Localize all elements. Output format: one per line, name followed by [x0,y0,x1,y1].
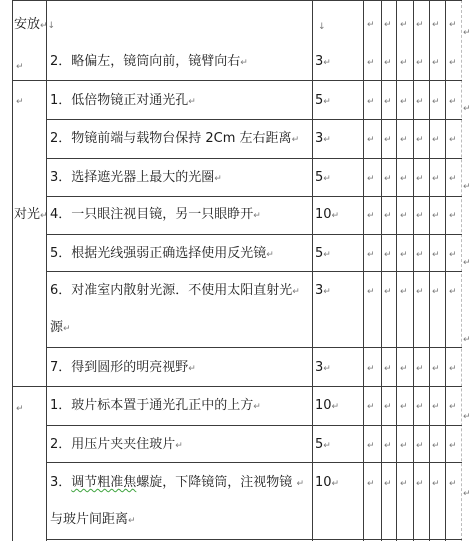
cell-paragraph-mark: ↵ [384,135,392,145]
paragraph-mark: ↵ [323,97,331,107]
step-prefix: 3． [50,475,72,490]
paragraph-mark: ↵ [40,211,48,221]
cell-paragraph-mark: ↵ [367,250,375,260]
cell-paragraph-mark: ↵ [432,479,440,489]
paragraph-mark: ↵ [296,479,304,489]
cell-paragraph-mark: ↵ [416,441,424,451]
paragraph-mark: ↵ [240,58,248,68]
spellcheck-underlined-text: 调节粗准焦 [71,475,137,490]
cell-paragraph-mark: ↵ [416,287,424,297]
cell-paragraph-mark: ↵ [367,97,375,107]
cell-paragraph-mark: ↵ [432,402,440,412]
cell-paragraph-mark: ↵ [432,441,440,451]
score-value: 5↵ [315,170,331,185]
cell-paragraph-mark: ↵ [400,211,408,221]
cell-paragraph-mark: ↵ [449,479,457,489]
cell-paragraph-mark: ↵ [367,441,375,451]
step-text: 2．略偏左，镜筒向前，镜臂向右↵ [50,54,248,69]
cell-paragraph-mark: ↵ [384,58,392,68]
cell-paragraph-mark: ↵ [432,97,440,107]
end-of-row-mark: ↵ [463,412,471,422]
cell-paragraph-mark: ↵ [384,174,392,184]
cell-paragraph-mark: ↵ [400,58,408,68]
step-text: 7．得到圆形的明亮视野↵ [50,360,196,375]
paragraph-mark: ↵ [323,58,331,68]
cell-paragraph-mark: ↵ [400,287,408,297]
cell-paragraph-mark: ↵ [449,402,457,412]
paragraph-mark: ↵ [323,441,331,451]
end-of-row-mark: ↵ [463,28,471,38]
step-text-line1 [50,475,304,491]
cell-paragraph-mark: ↵ [432,58,440,68]
cell-paragraph-mark: ↵ [367,211,375,221]
cell-paragraph-mark: ↵ [449,20,457,30]
paragraph-mark: ↵ [323,287,331,297]
end-of-row-mark: ↵ [463,489,471,499]
cell-paragraph-mark: ↵ [416,479,424,489]
paragraph-mark: ↵ [214,174,222,184]
score-value: 10↵ [315,475,340,490]
cell-paragraph-mark: ↵ [384,211,392,221]
category-anfang [14,17,55,33]
category-duiguang: 对光↵ [14,207,48,222]
end-of-row-mark: ↵ [463,182,471,192]
step-text: 2．用压片夹夹住玻片↵ [50,437,183,452]
cell-paragraph-mark: ↵ [367,58,375,68]
cell-paragraph-mark: ↵ [449,441,457,451]
cell-paragraph-mark: ↵ [400,250,408,260]
cell-paragraph-mark: ↵ [416,58,424,68]
paragraph-mark: ↵ [188,364,196,374]
cell-paragraph-mark: ↵ [416,97,424,107]
paragraph-mark: ↵ [323,250,331,260]
cell-paragraph-mark: ↵ [432,174,440,184]
cell-paragraph-mark: ↵ [416,364,424,374]
cell-paragraph-mark: ↵ [416,135,424,145]
cell-paragraph-mark: ↵ [416,211,424,221]
cell-paragraph-mark: ↵ [384,287,392,297]
cell-paragraph-mark: ↵ [400,97,408,107]
cell-paragraph-mark: ↵ [384,364,392,374]
step-text: 4．一只眼注视目镜，另一只眼睁开↵ [50,207,261,222]
step-text: 2．物镜前端与载物台保持 2Cm 左右距离↵ [50,131,300,146]
paragraph-mark: ↵↓ [40,21,56,31]
paragraph-mark: ↵ [323,364,331,374]
cell-paragraph-mark: ↵ [400,402,408,412]
cell-paragraph-mark: ↵ [416,402,424,412]
cell-paragraph-mark: ↵ [432,211,440,221]
end-of-row-mark: ↵ [463,335,471,345]
empty-category-mark: ↵ [16,404,24,414]
end-of-row-mark: ↵ [463,258,471,268]
paragraph-mark: ↵ [291,135,300,145]
cell-paragraph-mark: ↵ [384,20,392,30]
cell-paragraph-mark: ↵ [384,250,392,260]
step-text: 3．选择遮光器上最大的光圈↵ [50,170,222,185]
step-text: 5．根据光线强弱正确选择使用反光镜↵ [50,246,274,261]
cell-paragraph-mark: ↵ [400,364,408,374]
paragraph-mark: ↵ [128,516,136,526]
score-value: 5↵ [315,246,331,261]
cell-paragraph-mark: ↵ [400,174,408,184]
cell-paragraph-mark: ↵ [416,20,424,30]
cell-paragraph-mark: ↵ [432,20,440,30]
cell-paragraph-mark: ↵ [432,135,440,145]
cell-paragraph-mark: ↵ [449,211,457,221]
step-suffix: 螺旋，下降镜筒，注视物镜 [136,475,293,490]
score-value: 3↵ [315,131,331,146]
empty-category-mark: ↵ [16,97,24,107]
paragraph-mark: ↵ [331,479,340,489]
end-of-row-mark: ↵ [463,104,471,114]
score-value: 10↵ [315,207,340,222]
cell-paragraph-mark: ↵ [432,364,440,374]
cell-paragraph-mark: ↵ [432,287,440,297]
cell-paragraph-mark: ↵ [367,20,375,30]
cell-paragraph-mark: ↵ [384,479,392,489]
cell-paragraph-mark: ↵ [400,135,408,145]
cell-paragraph-mark: ↵ [449,135,457,145]
paragraph-mark: ↵ [331,402,340,412]
cell-paragraph-mark: ↵ [384,97,392,107]
score-value: 5↵ [315,437,331,452]
cell-paragraph-mark: ↵ [449,174,457,184]
paragraph-mark: ↵ [188,97,196,107]
score-value: 5↵ [315,93,331,108]
cell-paragraph-mark: ↵ [367,364,375,374]
cell-paragraph-mark: ↵ [384,441,392,451]
cell-paragraph-mark: ↵ [416,250,424,260]
step-text-line2: 与玻片间距离↵ [50,512,136,527]
paragraph-mark: ↵ [63,324,71,334]
score-value: 3↵ [315,360,331,375]
score-value: 10↵ [315,398,340,413]
cell-paragraph-mark: ↵ [400,479,408,489]
category-label: 安放 [14,17,41,32]
cell-paragraph-mark: ↵ [449,58,457,68]
cell-paragraph-mark: ↵ [449,250,457,260]
score-value: 3↵ [315,54,331,69]
step-text-line2: 源↵ [50,320,71,335]
cell-paragraph-mark: ↵ [367,174,375,184]
cell-paragraph-mark: ↵ [449,97,457,107]
cell-paragraph-mark: ↵ [400,20,408,30]
paragraph-mark: ↵ [253,211,261,221]
paragraph-mark: ↵ [175,441,183,451]
paragraph-mark: ↵ [253,402,261,412]
step-text: 1．低倍物镜正对通光孔↵ [50,93,196,108]
score-value: 3↵ [315,283,331,298]
paragraph-mark: ↵ [323,135,331,145]
cell-paragraph-mark: ↵ [400,441,408,451]
paragraph-mark: ↵ [266,250,274,260]
paragraph-mark: ↵ [331,211,340,221]
paragraph-mark: ↵ [292,287,300,297]
cell-paragraph-mark: ↵ [367,402,375,412]
cell-paragraph-mark: ↵ [449,364,457,374]
step-text: 1．玻片标本置于通光孔正中的上方↵ [50,398,261,413]
empty-category-mark: ↵ [16,62,24,72]
cell-paragraph-mark: ↵ [367,287,375,297]
cell-paragraph-mark: ↵ [367,479,375,489]
score-header-mark: ↓ [318,22,326,32]
cell-paragraph-mark: ↵ [384,402,392,412]
cell-paragraph-mark: ↵ [449,287,457,297]
cell-paragraph-mark: ↵ [367,135,375,145]
step-text-line1: 6．对准室内散射光源．不使用太阳直射光↵ [50,283,300,298]
cell-paragraph-mark: ↵ [432,250,440,260]
cell-paragraph-mark: ↵ [416,174,424,184]
paragraph-mark: ↵ [323,174,331,184]
